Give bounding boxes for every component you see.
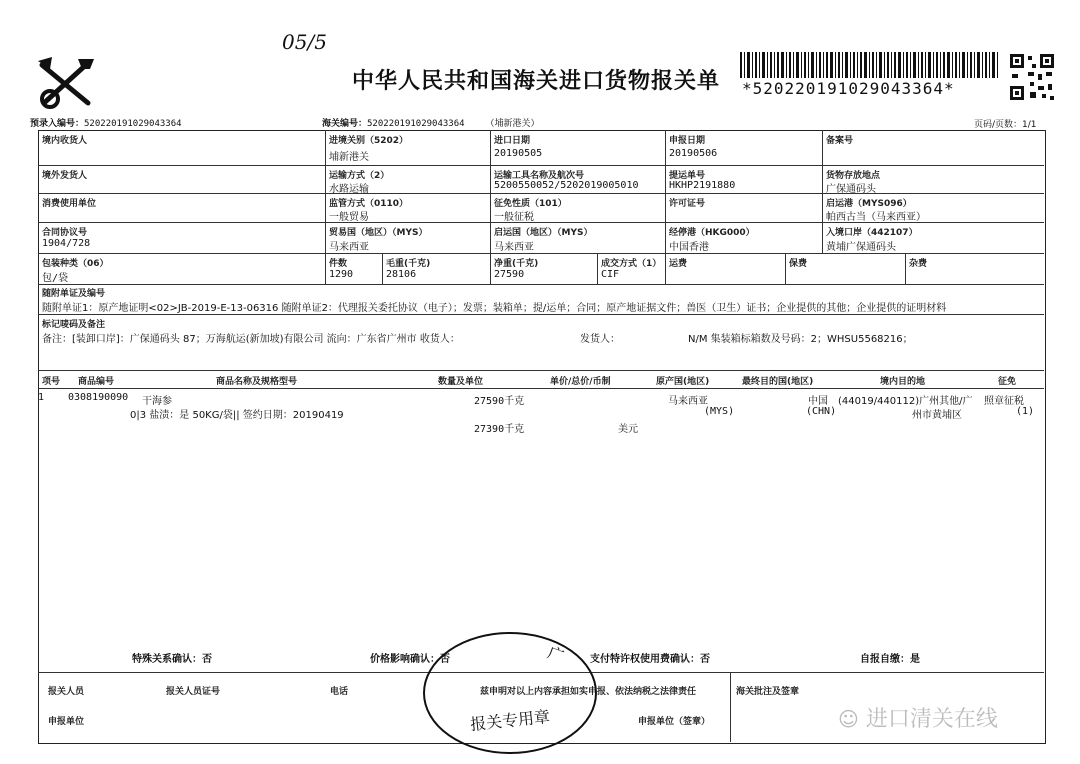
net-weight-label: 净重(千克) — [494, 259, 539, 269]
contract-label: 合同协议号 — [42, 228, 88, 238]
transport-mode-value: 水路运输 — [329, 184, 369, 195]
prerecord-value: 520220191029043364 — [84, 119, 182, 129]
misc-fee-label: 杂费 — [909, 259, 928, 269]
entry-customs-value: 埔新港关 — [329, 152, 369, 163]
goods-origin-code: (MYS) — [704, 406, 735, 417]
trade-country-value: 马来西亚 — [329, 242, 369, 253]
prerecord-number — [30, 116, 182, 129]
goods-code: 0308190090 — [68, 392, 129, 403]
net-weight-value: 27590 — [494, 269, 525, 280]
goods-dest-header: 最终目的国(地区) — [742, 377, 814, 387]
deal-mode-label: 成交方式（1） — [601, 259, 662, 269]
barcode-text: *520220191029043364* — [742, 79, 955, 98]
watermark-text: 进口清关在线 — [865, 707, 998, 732]
watermark — [838, 702, 998, 733]
goods-dest-name: 中国 — [808, 396, 828, 407]
freight-label: 运费 — [669, 259, 688, 269]
goods-domestic-1: (44019/440112)广州其他/广 — [838, 396, 973, 407]
consignee-label: 境内收货人 — [42, 136, 88, 146]
customs-value: 520220191029043364 — [367, 119, 465, 129]
wechat-icon: ☺ — [838, 707, 859, 731]
entry-port-value: 黄埔广保通码头 — [826, 242, 896, 253]
declare-date-value: 20190506 — [669, 148, 718, 159]
vessel-label: 运输工具名称及航次号 — [494, 171, 585, 181]
goods-qty-2: 27390千克 — [474, 424, 525, 435]
package-value: 包/袋 — [42, 273, 69, 284]
goods-qty-header: 数量及单位 — [438, 377, 484, 387]
customs-approval-label: 海关批注及签章 — [736, 687, 800, 697]
self-report: 自报自缴：是 — [860, 654, 920, 665]
goods-name: 干海参 — [142, 396, 172, 407]
bl-value: HKHP2191880 — [669, 180, 736, 191]
declare-unit-label: 申报单位 — [48, 717, 85, 727]
goods-qty-1: 27590千克 — [474, 396, 525, 407]
deal-mode-value: CIF — [601, 269, 620, 280]
phone-label: 电话 — [330, 687, 349, 697]
consignor-label: 境外发货人 — [42, 171, 88, 181]
goods-dest-code: (CHN) — [806, 406, 837, 417]
consumer-label: 消费使用单位 — [42, 199, 97, 209]
storage-value: 广保通码头 — [826, 184, 876, 195]
departure-port-label: 启运港（MYS096） — [826, 199, 912, 209]
goods-levy: 照章征税 — [984, 396, 1024, 407]
page-count: 页码/页数：1/1 — [974, 120, 1037, 130]
port-name: （埔新港关） — [485, 119, 540, 129]
customs-emblem-logo — [30, 55, 102, 110]
departure-port-value: 帕西古当（马来西亚） — [826, 212, 926, 223]
goods-levy-code: (1) — [1016, 406, 1035, 417]
origin-country-value: 马来西亚 — [494, 242, 534, 253]
goods-domestic-header: 境内目的地 — [880, 377, 926, 387]
marks-label: 标记唛码及备注 — [42, 320, 106, 330]
transit-port-value: 中国香港 — [669, 242, 709, 253]
goods-no-header: 项号 — [42, 377, 61, 387]
barcode — [740, 52, 998, 78]
goods-currency: 美元 — [618, 424, 638, 435]
bl-label: 提运单号 — [669, 171, 706, 181]
package-label: 包装种类（06） — [42, 259, 109, 269]
import-date-value: 20190505 — [494, 148, 543, 159]
docs-label: 随附单证及编号 — [42, 289, 106, 299]
prerecord-label: 预录入编号： — [30, 119, 85, 129]
declare-date-label: 申报日期 — [669, 136, 706, 146]
import-date-label: 进口日期 — [494, 136, 531, 146]
pieces-value: 1290 — [329, 269, 354, 280]
goods-price-header: 单价/总价/币制 — [550, 377, 611, 387]
supervision-value: 一般贸易 — [329, 212, 369, 223]
vessel-value: 5200550052/5202019005010 — [494, 180, 639, 191]
marks-value: 备注：[装卸口岸]：广保通码头 87；万海航运(新加坡)有限公司 流向：广东省广州市 收货人： — [42, 334, 460, 345]
gross-weight-label: 毛重(千克) — [386, 259, 431, 269]
handwritten-mark: 05/5 — [282, 30, 327, 54]
insurance-label: 保费 — [789, 259, 808, 269]
price-impact: 价格影响确认：否 — [370, 654, 450, 665]
special-relationship: 特殊关系确认：否 — [132, 654, 212, 665]
transit-port-label: 经停港（HKG000） — [669, 228, 755, 238]
license-label: 许可证号 — [669, 199, 706, 209]
declaration-stamp — [420, 628, 600, 758]
goods-levy-header: 征免 — [998, 377, 1017, 387]
tax-nature-label: 征免性质（101） — [494, 199, 567, 209]
origin-country-label: 启运国（地区）（MYS） — [494, 228, 593, 238]
contract-value: 1904/728 — [42, 238, 91, 249]
goods-spec: 0|3 盐渍：是 50KG/袋|| 签约日期：20190419 — [130, 410, 344, 421]
docs-value: 随附单证1：原产地证明<02>JB-2019-E-13-06316 随附单证2：代理报关委托协议（电子）；发票；装箱单；提/运单；合同；原产地证据文件；兽医（卫生）证书；企业提供的其他；企业提供的证明材料 — [42, 303, 947, 314]
tax-nature-value: 一般征税 — [494, 212, 534, 223]
record-no-label: 备案号 — [826, 136, 854, 146]
transport-mode-label: 运输方式（2） — [329, 171, 390, 181]
document-title: 中华人民共和国海关进口货物报关单 — [352, 68, 721, 94]
goods-origin-header: 原产国(地区) — [656, 377, 710, 387]
stamp-text: 报关专用章 — [469, 706, 551, 735]
goods-code-header: 商品编号 — [78, 377, 115, 387]
entry-customs-label: 进境关别（5202） — [329, 136, 409, 146]
goods-name-header: 商品名称及规格型号 — [216, 377, 298, 387]
stamp-top-char: 广 — [544, 642, 567, 667]
declarant-cert-label: 报关人员证号 — [166, 687, 221, 697]
declarant-label: 报关人员 — [48, 687, 85, 697]
legal-statement: 兹申明对以上内容承担如实申报、依法纳税之法律责任 — [480, 687, 697, 697]
qr-code-icon — [1008, 52, 1056, 104]
goods-no: 1 — [38, 392, 45, 403]
entry-port-label: 入境口岸（442107） — [826, 228, 918, 238]
trade-country-label: 贸易国（地区）（MYS） — [329, 228, 428, 238]
pieces-label: 件数 — [329, 259, 348, 269]
gross-weight-value: 28106 — [386, 269, 417, 280]
goods-origin-name: 马来西亚 — [668, 396, 708, 407]
storage-label: 货物存放地点 — [826, 171, 881, 181]
container-info: N/M 集装箱标箱数及号码：2；WHSU5568216； — [688, 334, 913, 345]
customs-label: 海关编号： — [322, 119, 368, 129]
royalty-payment: 支付特许权使用费确认：否 — [590, 654, 710, 665]
shipper-text: 发货人： — [580, 334, 620, 345]
goods-domestic-2: 州市黄埔区 — [912, 410, 962, 421]
customs-number — [322, 116, 539, 129]
supervision-label: 监管方式（0110） — [329, 199, 409, 209]
declare-unit-sign-label: 申报单位（签章） — [638, 717, 711, 727]
